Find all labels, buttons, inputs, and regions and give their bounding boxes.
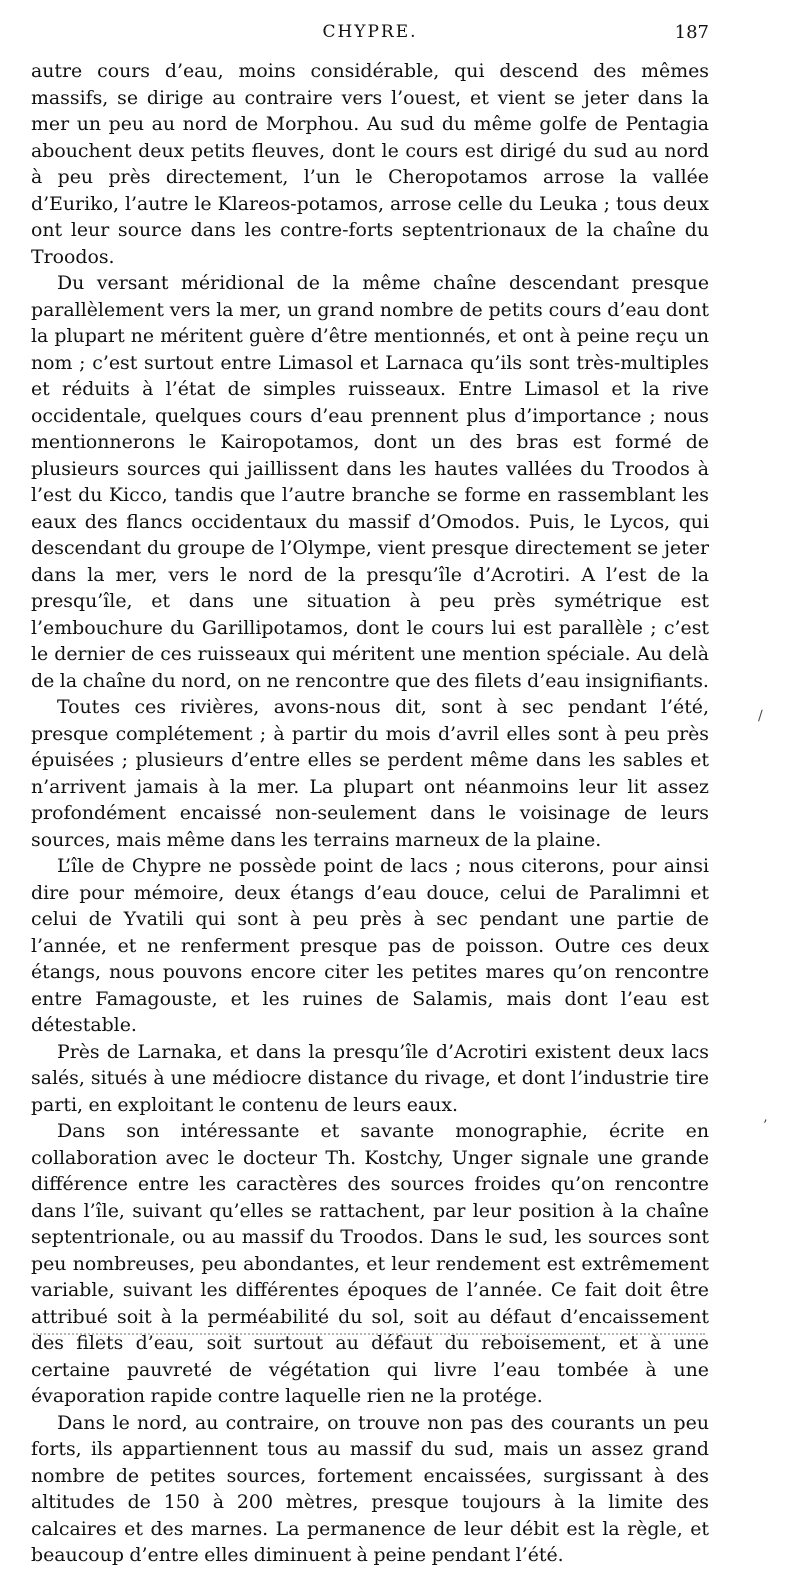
paragraph-southern-streams: Du versant méridional de la même chaîne descendant presque parallèlement vers la mer, un grand nombre de petits cours d’eau dont la plupart ne méritent guère d’être mentionnés, et ont à peine reçu un nom ; c’est surtout entre Limasol et Larnaca qu’ils sont très-multiples et réduits à l’état de simples ruisseaux. Entre Limasol et la rive occidentale, quelques cours d’eau prennent plus d’importance ; nous mentionnerons le Kairopotamos, dont un des bras est formé de plusieurs sources qui jaillissent dans les hautes vallées du Troodos à l’est du Kicco, tandis que l’autre branche se forme en rassemblant les eaux des flancs occidentaux du massif d’Omodos. Puis, le Lycos, qui descendant du groupe de l’Olympe, vient presque directement se jeter dans la mer, vers le nord de la presqu’île d’Acrotiri. A l’est de la presqu’île, et dans une situation à peu près symétrique est l’embouchure du Garillipotamos, dont le cours lui est parallèle ; c’est le dernier de ces ruisseaux qui méritent une mention spéciale. Au delà de la chaîne du nord, on ne rencontre que des filets d’eau insignifiants. bbox=[31, 272, 709, 692]
paragraph-unger-monograph: Dans son intéressante et savante monographie, écrite en collaboration avec le docteur Th. Kostchy, Unger signale une grande différence entre les caractères des sources froides qu’on rencontre dans l’île, suivant qu’elles se rattachent, par leur position à la chaîne septentrionale, ou au massif du Troodos. Dans le sud, les sources sont peu nombreuses, peu abondantes, et leur rendement est extrêmement variable, suivant les différentes époques de l’année. Ce fait doit être attribué soit à la perméabilité du sol, soit au défaut d’encaissement des filets d’eau, soit surtout au défaut du reboisement, et à une certaine pauvreté de végétation qui livre l’eau tombée à une évaporation rapide contre laquelle rien ne la protége. bbox=[31, 1120, 709, 1407]
paragraph-salt-lakes: Près de Larnaka, et dans la presqu’île d’Acrotiri existent deux lacs salés, situés à une médiocre distance du rivage, et dont l’industrie tire parti, en exploitant le contenu de leurs eaux. bbox=[31, 1040, 709, 1116]
running-head bbox=[31, 22, 709, 48]
running-title: CHYPRE. bbox=[322, 22, 418, 42]
page-number: 187 bbox=[674, 22, 709, 43]
paragraph-dry-rivers: Toutes ces rivières, avons-nous dit, sont à sec pendant l’été, presque complétement ; à partir du mois d’avril elles sont à peu près épuisées ; plusieurs d’entre elles se perdent même dans les sables et n’arrivent jamais à la mer. La plupart ont néanmoins leur lit assez profondément encaissé non-seulement dans le voisinage de leurs sources, mais même dans les terrains marneux de la plaine. bbox=[31, 696, 709, 851]
margin-mark: ’ bbox=[763, 1118, 768, 1134]
body-text bbox=[31, 58, 709, 1569]
margin-mark: ∕ bbox=[758, 708, 763, 724]
bleed-through-rule bbox=[33, 1333, 705, 1335]
paragraph-continued: autre cours d’eau, moins considérable, qui descend des mêmes massifs, se dirige au contraire vers l’ouest, et vient se jeter dans la mer un peu au nord de Morphou. Au sud du même golfe de Pentagia abouchent deux petits fleuves, dont le cours est dirigé du sud au nord à peu près directement, l’un le Cheropotamos arrose la vallée d’Euriko, l’autre le Klareos-potamos, arrose celle du Leuka ; tous deux ont leur source dans les contre-forts septentrionaux de la chaîne du Troodos. bbox=[31, 60, 709, 268]
paragraph-northern-sources: Dans le nord, au contraire, on trouve non pas des courants un peu forts, ils appartiennent tous au massif du sud, mais un assez grand nombre de petites sources, fortement encaissées, surgissant à des altitudes de 150 à 200 mètres, presque toujours à la limite des calcaires et des marnes. La permanence de leur débit est la règle, et beaucoup d’entre elles diminuent à peine pendant l’été. bbox=[31, 1411, 709, 1566]
paragraph-ponds: L’île de Chypre ne possède point de lacs ; nous citerons, pour ainsi dire pour mémoire, deux étangs d’eau douce, celui de Paralimni et celui de Yvatili qui sont à peu près à sec pendant une partie de l’année, et ne renferment presque pas de poisson. Outre ces deux étangs, nous pouvons encore citer les petites mares qu’on rencontre entre Famagouste, et les ruines de Salamis, mais dont l’eau est détestable. bbox=[31, 855, 709, 1036]
